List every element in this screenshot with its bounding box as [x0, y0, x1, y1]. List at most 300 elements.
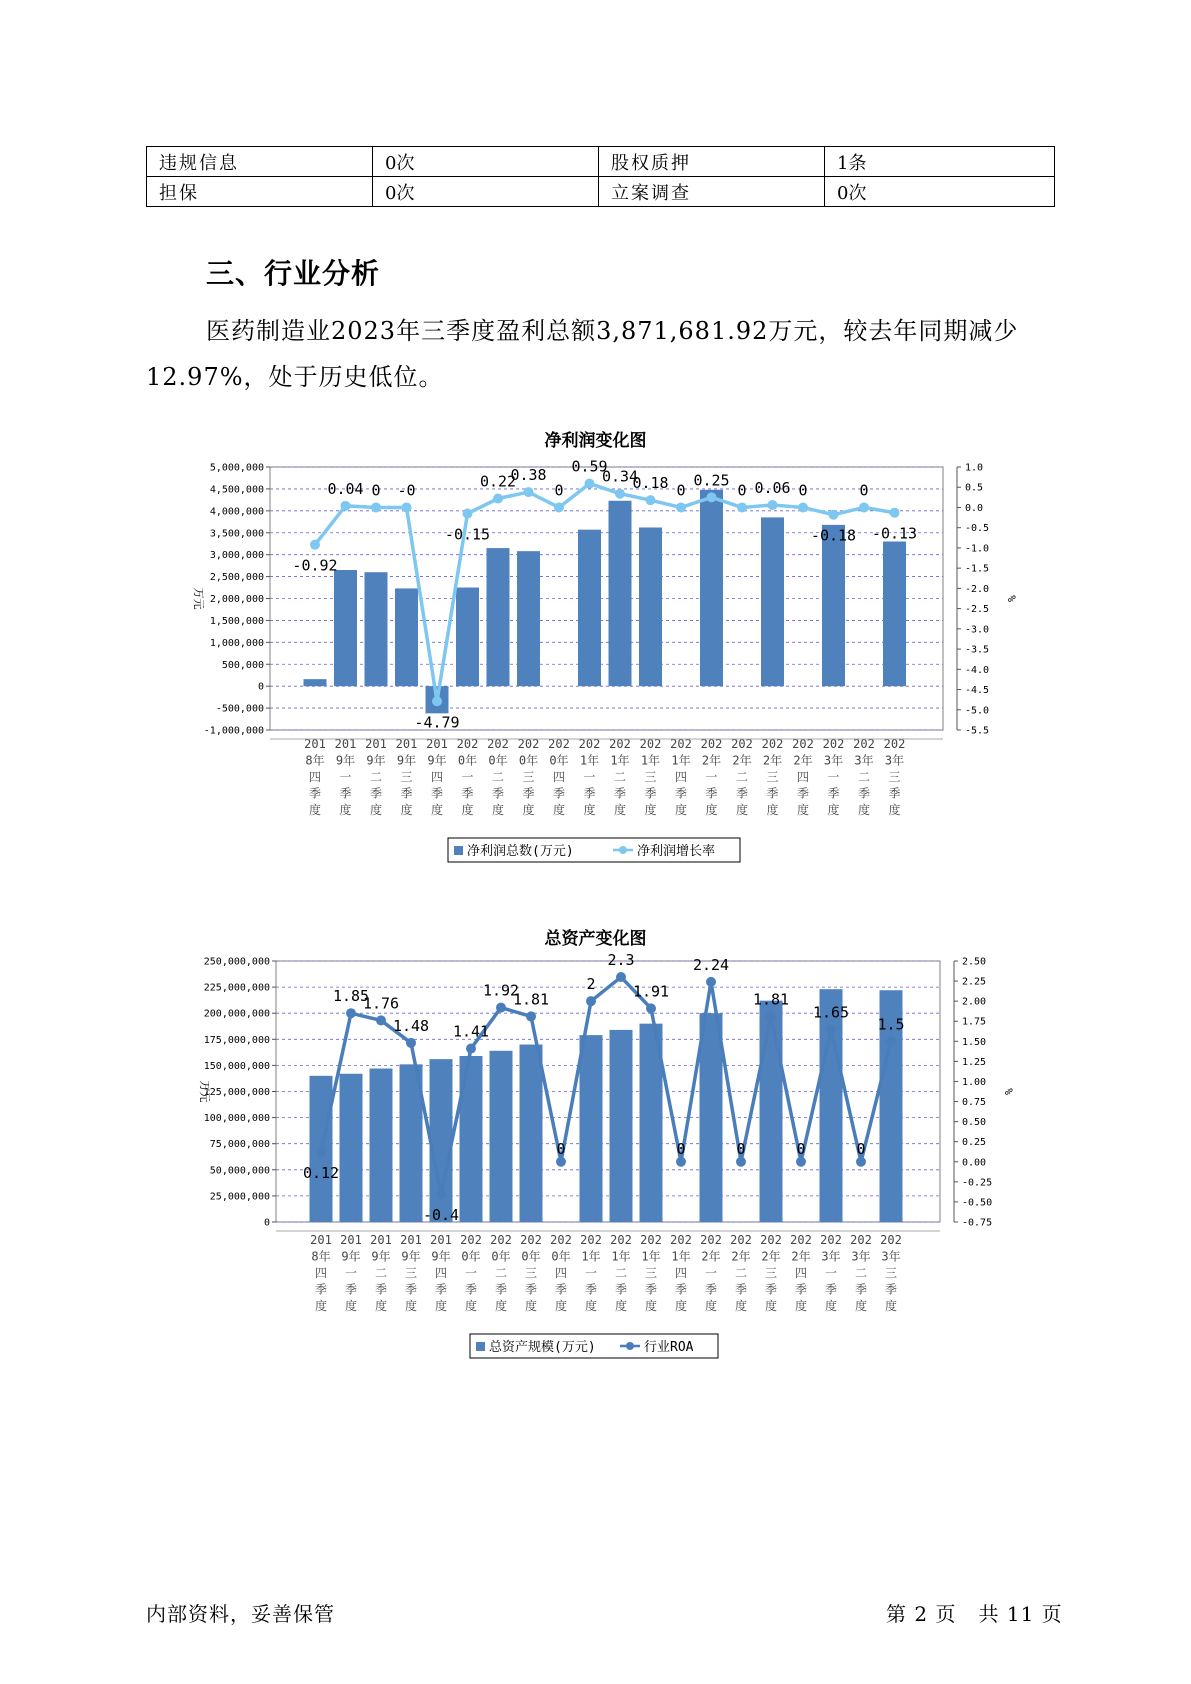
data-label: 2.24 [692, 955, 730, 974]
x-tick-label: 季 [644, 786, 657, 801]
x-tick-label: 度 [827, 803, 840, 817]
data-label: 0 [676, 1139, 686, 1158]
x-tick-label: 季 [824, 1282, 838, 1297]
data-label: 0 [798, 481, 808, 500]
y2-tick-label: 0.75 [962, 1097, 987, 1109]
x-tick-label: 四 [430, 770, 444, 784]
x-tick-label: 度 [339, 803, 352, 817]
chart-title-total-assets: 总资产变化图 [544, 929, 647, 949]
data-label: -0.4 [422, 1205, 460, 1224]
bar [610, 1030, 633, 1222]
y2-tick-label: 2.25 [962, 976, 987, 988]
bar [760, 1001, 783, 1222]
x-tick-label: 度 [461, 803, 474, 817]
x-tick-label: 三 [888, 770, 901, 784]
x-tick-label: 度 [314, 1299, 328, 1313]
x-tick-label: 9年 [366, 753, 386, 768]
y2-tick-label: 0.0 [965, 502, 984, 514]
x-tick-label: 二 [491, 770, 505, 784]
x-tick-label: 季 [344, 1282, 358, 1297]
x-tick-label: 2年 [761, 1249, 781, 1264]
data-label: 0 [556, 1139, 566, 1158]
line-point [736, 1157, 746, 1167]
x-tick-label: 度 [552, 803, 566, 817]
table-cell: 违规信息 [147, 147, 373, 177]
data-label: 1.85 [332, 987, 370, 1006]
bar [370, 1069, 393, 1222]
y-tick-label: 3,500,000 [209, 528, 264, 540]
x-tick-label: 202 [640, 1233, 662, 1247]
x-tick-label: 2年 [762, 753, 783, 768]
x-tick-label: 二 [735, 770, 749, 784]
line-point [406, 1038, 416, 1048]
bar [700, 1013, 723, 1222]
data-label: 0 [859, 481, 869, 500]
x-tick-label: 202 [790, 1233, 812, 1247]
x-tick-label: 四 [674, 770, 688, 784]
y2-tick-label: -1.5 [965, 563, 990, 575]
x-tick-label: 9年 [335, 753, 356, 768]
y2-tick-label: -0.5 [965, 523, 990, 535]
x-tick-label: 季 [766, 786, 779, 801]
y2-tick-label: -4.5 [965, 685, 990, 697]
legend-label-line: 净利润增长率 [637, 844, 716, 859]
data-label: 2.3 [607, 951, 635, 970]
data-label: 1.65 [812, 1003, 850, 1022]
x-tick-label: 1年 [579, 753, 600, 768]
y2-tick-label: -2.5 [965, 604, 990, 616]
data-label: 0.12 [302, 1164, 340, 1183]
x-tick-label: 四 [308, 770, 322, 784]
line-point [646, 1003, 656, 1013]
y-tick-label: 200,000,000 [203, 1008, 270, 1020]
x-tick-label: 3年 [881, 1249, 901, 1264]
x-tick-label: 201 [370, 1233, 392, 1247]
x-tick-label: 2年 [701, 1249, 721, 1264]
x-tick-label: 9年 [401, 1249, 421, 1264]
x-tick-label: 1年 [610, 753, 630, 768]
x-tick-label: 度 [374, 1299, 388, 1313]
x-tick-label: 202 [548, 737, 570, 751]
data-label: 0.25 [693, 471, 730, 490]
legend-label-line: 行业ROA [644, 1340, 694, 1355]
data-label: -0.13 [871, 524, 918, 543]
y-tick-label: 1,500,000 [209, 615, 264, 627]
data-label: -0.92 [292, 556, 338, 575]
x-tick-label: 201 [430, 1233, 452, 1247]
x-tick-label: 202 [580, 1233, 602, 1247]
x-tick-label: 202 [550, 1233, 572, 1247]
x-tick-label: 1年 [640, 753, 661, 768]
x-tick-label: 度 [554, 1299, 568, 1313]
data-label: 0.38 [510, 466, 547, 485]
x-tick-label: 四 [674, 1266, 688, 1280]
data-label: 1.76 [362, 994, 400, 1013]
line-point [376, 1015, 386, 1025]
table-cell: 0次 [373, 147, 599, 177]
x-tick-label: 度 [644, 803, 657, 817]
bar [580, 1035, 603, 1222]
x-tick-label: 2年 [701, 753, 722, 768]
data-label: 1.92 [482, 981, 520, 1000]
data-label: 1.81 [512, 990, 550, 1009]
x-tick-label: 季 [583, 786, 596, 801]
x-tick-label: 3年 [851, 1249, 871, 1264]
x-tick-label: 度 [613, 803, 627, 817]
table-cell: 担保 [147, 177, 373, 207]
y-tick-label: -1,000,000 [203, 725, 264, 737]
y2-tick-label: 2.00 [962, 996, 987, 1008]
y2-tick-label: -5.5 [965, 725, 990, 737]
x-tick-label: 季 [339, 786, 352, 801]
line-point [706, 977, 716, 987]
x-tick-label: 季 [854, 1282, 868, 1297]
x-tick-label: 三 [524, 1266, 538, 1280]
y-tick-label: 75,000,000 [209, 1139, 270, 1151]
x-tick-label: 3年 [854, 753, 874, 768]
x-tick-label: 202 [730, 1233, 752, 1247]
y-axis-title: 万元 [198, 1080, 211, 1103]
x-tick-label: 季 [827, 786, 840, 801]
x-tick-label: 二 [374, 1266, 388, 1280]
y2-tick-label: 0.00 [962, 1157, 987, 1169]
y2-tick-label: 1.75 [962, 1016, 987, 1028]
x-tick-label: 一 [461, 770, 474, 784]
data-label: -0.18 [810, 526, 857, 545]
x-tick-label: 0年 [549, 753, 569, 768]
y-tick-label: 4,500,000 [209, 484, 264, 496]
x-tick-label: 度 [888, 803, 901, 817]
x-tick-label: 0年 [551, 1249, 571, 1264]
x-tick-label: 季 [552, 786, 566, 801]
y-tick-label: 3,000,000 [209, 550, 264, 562]
line-point [796, 1157, 806, 1167]
x-tick-label: 度 [583, 803, 596, 817]
x-tick-label: 三 [764, 1266, 778, 1280]
legend-line-marker [626, 1342, 634, 1350]
x-tick-label: 季 [461, 786, 474, 801]
line-point [316, 1147, 326, 1157]
x-tick-label: 202 [700, 737, 723, 751]
data-label: 0.04 [327, 479, 364, 498]
x-tick-label: 201 [334, 737, 357, 751]
x-tick-label: 度 [796, 803, 810, 817]
data-label: -0.15 [444, 525, 491, 544]
bar [340, 1074, 363, 1222]
legend-bar-swatch [476, 1342, 485, 1351]
x-tick-label: 二 [369, 770, 383, 784]
x-tick-label: 度 [884, 1299, 898, 1313]
data-label: 0 [371, 481, 381, 500]
x-tick-label: 度 [491, 803, 505, 817]
bar [820, 989, 843, 1222]
y-axis-title: 万元 [192, 587, 205, 610]
y2-axis-title: % [1005, 595, 1018, 602]
x-tick-label: 四 [554, 1266, 568, 1280]
x-tick-label: 202 [578, 737, 601, 751]
x-tick-label: 度 [494, 1299, 508, 1313]
y-tick-label: 150,000,000 [203, 1060, 270, 1072]
x-tick-label: 2年 [791, 1249, 811, 1264]
x-tick-label: 季 [400, 786, 413, 801]
data-label: 2 [586, 975, 596, 994]
x-tick-label: 度 [824, 1299, 838, 1313]
line-point [346, 1008, 356, 1018]
y-tick-label: 0 [263, 1217, 270, 1229]
x-tick-label: 3年 [821, 1249, 841, 1264]
x-tick-label: 202 [850, 1233, 872, 1247]
x-tick-label: 季 [794, 1282, 808, 1297]
x-tick-label: 度 [854, 1299, 868, 1313]
data-label: 1.48 [392, 1016, 430, 1035]
x-tick-label: 季 [704, 1282, 718, 1297]
x-tick-label: 201 [395, 737, 418, 751]
table-cell: 0次 [825, 177, 1055, 207]
x-tick-label: 一 [583, 770, 596, 784]
line-point [826, 1024, 836, 1034]
x-tick-label: 度 [614, 1299, 628, 1313]
y2-tick-label: -5.0 [965, 705, 990, 717]
y-tick-label: 0 [257, 681, 264, 693]
x-tick-label: 202 [820, 1233, 842, 1247]
x-tick-label: 季 [705, 786, 718, 801]
y2-tick-label: 1.25 [962, 1056, 987, 1068]
data-label: 0 [676, 481, 686, 500]
y2-tick-label: 0.5 [965, 482, 984, 494]
x-tick-label: 202 [517, 737, 540, 751]
y2-tick-label: -0.50 [962, 1197, 993, 1209]
x-tick-label: 202 [487, 737, 509, 751]
x-tick-label: 202 [883, 737, 906, 751]
x-tick-label: 202 [456, 737, 479, 751]
x-tick-label: 三 [400, 770, 413, 784]
x-tick-label: 9年 [341, 1249, 361, 1264]
x-tick-label: 一 [464, 1266, 478, 1280]
line-point [466, 1044, 476, 1054]
y-tick-label: 500,000 [221, 659, 264, 671]
data-label: 0.34 [601, 467, 639, 486]
line-point [886, 1036, 896, 1046]
x-tick-label: 202 [822, 737, 845, 751]
x-tick-label: 201 [304, 737, 326, 751]
x-tick-label: 季 [314, 1282, 328, 1297]
x-tick-label: 度 [522, 803, 535, 817]
x-tick-label: 季 [884, 1282, 898, 1297]
y2-tick-label: 1.50 [962, 1036, 987, 1048]
x-tick-label: 0年 [491, 1249, 511, 1264]
x-tick-label: 202 [700, 1233, 722, 1247]
x-tick-label: 2年 [731, 1249, 751, 1264]
x-tick-label: 0年 [521, 1249, 541, 1264]
y2-tick-label: -1.0 [965, 543, 990, 555]
x-tick-label: 四 [434, 1266, 448, 1280]
x-tick-label: 202 [610, 1233, 632, 1247]
table-cell: 立案调查 [599, 177, 825, 207]
data-label: 1.5 [877, 1015, 905, 1034]
data-label: 1.81 [752, 990, 790, 1009]
analysis-paragraph: 医药制造业2023年三季度盈利总额3,871,681.92万元，较去年同期减少12.97%，处于历史低位。 [146, 317, 1019, 391]
x-tick-label: 度 [369, 803, 383, 817]
x-tick-label: 季 [369, 786, 383, 801]
x-tick-label: 季 [614, 1282, 628, 1297]
y2-tick-label: -0.75 [962, 1217, 993, 1229]
x-tick-label: 二 [614, 1266, 628, 1280]
x-tick-label: 1年 [611, 1249, 631, 1264]
x-tick-label: 度 [764, 1299, 778, 1313]
line-point [496, 1003, 506, 1013]
x-tick-label: 一 [824, 1266, 838, 1280]
data-label: -0 [397, 481, 416, 500]
x-tick-label: 季 [644, 1282, 658, 1297]
y-tick-label: 25,000,000 [209, 1191, 270, 1203]
x-tick-label: 202 [460, 1233, 482, 1247]
y-tick-label: -500,000 [215, 703, 264, 715]
x-tick-label: 度 [735, 803, 749, 817]
x-tick-label: 度 [704, 1299, 718, 1313]
x-tick-label: 202 [731, 737, 753, 751]
x-tick-label: 三 [884, 1266, 898, 1280]
bar [520, 1045, 543, 1222]
line-point [556, 1157, 566, 1167]
x-tick-label: 0年 [461, 1249, 481, 1264]
data-label: 0.22 [479, 472, 517, 491]
x-tick-label: 1年 [641, 1249, 661, 1264]
x-tick-label: 度 [400, 803, 413, 817]
x-tick-label: 三 [522, 770, 535, 784]
data-label: 0 [736, 1139, 746, 1158]
data-label: -4.79 [414, 713, 460, 732]
x-tick-label: 201 [340, 1233, 362, 1247]
y2-axis-title: % [1002, 1088, 1015, 1095]
x-tick-label: 季 [764, 1282, 778, 1297]
x-tick-label: 季 [735, 786, 749, 801]
y2-tick-label: 2.50 [962, 956, 987, 968]
x-tick-label: 三 [644, 770, 657, 784]
x-tick-label: 201 [365, 737, 387, 751]
x-tick-label: 3年 [823, 753, 844, 768]
y2-tick-label: -4.0 [965, 664, 990, 676]
x-tick-label: 202 [670, 737, 692, 751]
line-point [676, 1157, 686, 1167]
y2-tick-label: -3.5 [965, 644, 990, 656]
y2-tick-label: -0.25 [962, 1177, 993, 1189]
x-tick-label: 季 [888, 786, 901, 801]
legend-label-bars: 净利润总数(万元) [467, 844, 574, 859]
x-tick-label: 二 [494, 1266, 508, 1280]
y-tick-label: 225,000,000 [203, 982, 270, 994]
y2-tick-label: 0.50 [962, 1117, 987, 1129]
x-tick-label: 季 [308, 786, 322, 801]
x-tick-label: 201 [426, 737, 448, 751]
x-tick-label: 季 [613, 786, 627, 801]
x-tick-label: 8年 [305, 753, 325, 768]
x-tick-label: 9年 [371, 1249, 391, 1264]
y-tick-label: 4,000,000 [209, 506, 264, 518]
x-tick-label: 一 [584, 1266, 598, 1280]
y-tick-label: 125,000,000 [203, 1087, 270, 1098]
data-label: 0.18 [632, 474, 669, 493]
footer-confidential-note: 内部资料，妥善保管 [146, 1602, 335, 1626]
x-tick-label: 201 [400, 1233, 422, 1247]
x-tick-label: 度 [308, 803, 322, 817]
x-tick-label: 202 [761, 737, 784, 751]
y-tick-label: 175,000,000 [203, 1034, 270, 1046]
y-tick-label: 5,000,000 [209, 462, 264, 474]
bar [490, 1051, 513, 1222]
y-tick-label: 100,000,000 [203, 1113, 270, 1125]
x-tick-label: 度 [524, 1299, 538, 1313]
x-tick-label: 0年 [518, 753, 539, 768]
x-tick-label: 三 [766, 770, 779, 784]
x-tick-label: 度 [674, 803, 688, 817]
line-point [436, 1189, 446, 1199]
section-title: 三、行业分析 [206, 257, 381, 290]
x-tick-label: 季 [674, 786, 688, 801]
x-tick-label: 202 [792, 737, 814, 751]
x-tick-label: 9年 [431, 1249, 451, 1264]
y-tick-label: 1,000,000 [209, 637, 264, 649]
x-tick-label: 1年 [671, 1249, 691, 1264]
x-tick-label: 季 [404, 1282, 418, 1297]
x-tick-label: 一 [339, 770, 352, 784]
data-label: 0.06 [754, 479, 791, 498]
x-tick-label: 2年 [793, 753, 813, 768]
x-tick-label: 度 [584, 1299, 598, 1313]
x-tick-label: 四 [552, 770, 566, 784]
x-tick-label: 二 [857, 770, 871, 784]
x-tick-label: 度 [404, 1299, 418, 1313]
x-tick-label: 度 [674, 1299, 688, 1313]
data-label: 0.59 [571, 457, 608, 476]
x-tick-label: 2年 [732, 753, 752, 768]
footer-page-number: 第 2 页 共 11 页 [886, 1602, 1063, 1626]
x-tick-label: 202 [760, 1233, 782, 1247]
x-tick-label: 季 [796, 786, 810, 801]
x-tick-label: 1年 [671, 753, 691, 768]
x-tick-label: 季 [857, 786, 871, 801]
x-tick-label: 一 [827, 770, 840, 784]
chart-title-net-profit: 净利润变化图 [544, 431, 647, 451]
x-tick-label: 季 [554, 1282, 568, 1297]
y-tick-label: 2,500,000 [209, 572, 264, 584]
line-point [586, 996, 596, 1006]
x-tick-label: 度 [766, 803, 779, 817]
x-tick-label: 度 [857, 803, 871, 817]
x-tick-label: 202 [880, 1233, 902, 1247]
x-tick-label: 0年 [488, 753, 508, 768]
y-tick-label: 50,000,000 [209, 1165, 270, 1177]
data-label: 0 [554, 481, 564, 500]
x-tick-label: 季 [494, 1282, 508, 1297]
x-tick-label: 度 [434, 1299, 448, 1313]
x-tick-label: 度 [344, 1299, 358, 1313]
x-tick-label: 0年 [457, 753, 478, 768]
x-tick-label: 202 [853, 737, 875, 751]
x-tick-label: 三 [404, 1266, 418, 1280]
data-label: 1.91 [632, 982, 670, 1001]
y2-tick-label: 1.0 [965, 462, 984, 474]
data-label: 0 [737, 481, 747, 500]
x-tick-label: 1年 [581, 1249, 601, 1264]
x-tick-label: 9年 [396, 753, 417, 768]
table-cell: 股权质押 [599, 147, 825, 177]
x-tick-label: 201 [310, 1233, 332, 1247]
x-tick-label: 二 [734, 1266, 748, 1280]
y2-tick-label: 1.00 [962, 1076, 987, 1088]
x-tick-label: 四 [796, 770, 810, 784]
y2-tick-label: -3.0 [965, 624, 990, 636]
line-point [766, 1011, 776, 1021]
